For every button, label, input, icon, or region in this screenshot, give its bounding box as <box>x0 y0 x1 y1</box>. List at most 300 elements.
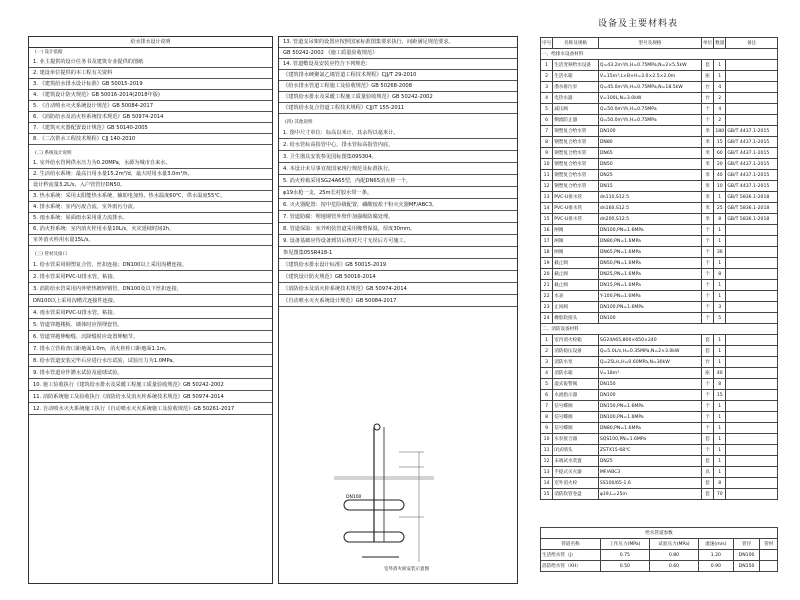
table-cell: SS100/65-1.6 <box>598 478 701 489</box>
spec-line: 10. 施工验收执行《建筑给水排水及采暖工程施工质量验收规范》GB 50242-2002 <box>29 379 272 391</box>
table-cell: 试验压力(MPa) <box>649 539 698 550</box>
table-cell: 个 <box>701 291 713 302</box>
table-cell <box>726 280 778 291</box>
table-row <box>541 115 778 126</box>
spec-line: 《建筑设计防火规范》GB 50016-2014 <box>279 271 517 283</box>
table-cell: V=100L,N=3.0kW <box>598 93 701 104</box>
table-cell: DN15,PN=1.6MPa <box>598 280 701 291</box>
table-cell: 个 <box>701 445 713 456</box>
table-cell <box>726 269 778 280</box>
table-cell: 8 <box>714 379 726 390</box>
table-cell: φ19,L=25m <box>598 489 701 500</box>
table-cell: 5 <box>541 379 553 390</box>
table-cell: Y-100,PN=1.6MPa <box>598 291 701 302</box>
spec-line: 1. 室外给水管网供水压力为0.20MPa，水源为城市自来水。 <box>29 158 272 169</box>
table-cell: 个 <box>701 115 713 126</box>
table-cell: DN100,PN=1.6MPa <box>598 412 701 423</box>
spec-line: 11. 消防系统施工及验收执行《消防给水及消火栓系统技术规范》GB 50974-2014 <box>29 391 272 403</box>
spec-line: 6. 管道穿越伸缩缝、沉降缝时应设置伸缩节。 <box>29 331 272 343</box>
table-cell: 4 <box>541 93 553 104</box>
table-cell: 11 <box>541 170 553 181</box>
table-row <box>541 269 778 280</box>
table-cell: 二、消防设备材料 <box>541 324 778 335</box>
table-cell: 7 <box>541 401 553 412</box>
table-cell: 湿式报警阀 <box>553 379 599 390</box>
table-cell: 个 <box>701 247 713 258</box>
table-cell: 1 <box>714 401 726 412</box>
table-cell: 20 <box>714 159 726 170</box>
spec-line: 3. 卫生器具安装参见国标图集09S304。 <box>279 151 517 163</box>
spec-line: 6. 灭火器配置：按中危险级配置，磷酸铵盐干粉灭火器MF/ABC3。 <box>279 199 517 211</box>
table-cell: 1 <box>714 236 726 247</box>
table-cell: 截止阀 <box>553 269 599 280</box>
table-group-row <box>541 324 778 335</box>
spec-line: 3. 热水系统：采用太阳能热水系统，辅助电加热，热水温度60℃，供水温度55℃。 <box>29 191 272 202</box>
table-row <box>541 258 778 269</box>
table-cell: 潜水排污泵 <box>553 82 599 93</box>
table-cell <box>726 379 778 390</box>
table-row <box>541 225 778 236</box>
table-cell: 管材 <box>760 539 778 550</box>
table-cell: 流速(m/s) <box>699 539 734 550</box>
table-cell: 4 <box>714 82 726 93</box>
table-cell: DN150 <box>733 561 760 572</box>
table-cell: 15 <box>541 489 553 500</box>
table-cell: 40 <box>714 368 726 379</box>
spec-line: 7. 《建筑灭火器配置设计规范》GB 50140-2005 <box>29 123 272 134</box>
table-cell <box>726 357 778 368</box>
table-cell: 室内消火栓箱 <box>553 335 599 346</box>
table-cell: 8 <box>714 478 726 489</box>
table-cell: 1 <box>714 456 726 467</box>
table-cell: 型号及规格 <box>598 38 701 49</box>
table-cell: 水表 <box>553 291 599 302</box>
table-row <box>541 192 778 203</box>
table-cell: 钢塑复合给水管 <box>553 159 599 170</box>
mid-panel <box>278 36 518 584</box>
table-cell: DN100 <box>598 313 701 324</box>
table-cell <box>726 412 778 423</box>
table-cell: MF/ABC3 <box>598 467 701 478</box>
table-cell: 套 <box>701 489 713 500</box>
spec-line: 6. 《消防给水及消火栓系统技术规范》GB 50974-2014 <box>29 112 272 123</box>
table-cell <box>760 550 778 561</box>
table-cell: 个 <box>701 225 713 236</box>
table-cell: dn160,S12.5 <box>598 203 701 214</box>
table-row <box>541 159 778 170</box>
table-cell: 手提式灭火器 <box>553 467 599 478</box>
table-cell: Q=43.2m³/h,H=0.75MPa,N=2×5.5kW <box>598 60 701 71</box>
table-cell: 0.75 <box>600 550 649 561</box>
table-cell: ZSTX15-68℃ <box>598 445 701 456</box>
table-cell: GB/T 5836.1-2018 <box>726 214 778 225</box>
table-cell: 2 <box>714 115 726 126</box>
table-cell: 米 <box>701 170 713 181</box>
param-row <box>541 561 778 572</box>
spec-line: 《建筑给水排水及采暖工程施工质量验收规范》GB 50242-2002 <box>279 92 517 103</box>
table-row <box>541 489 778 500</box>
table-cell: 1 <box>541 60 553 71</box>
table-cell <box>726 71 778 82</box>
spec-line: 12. 自动喷水灭火系统施工执行《自动喷水灭火系统施工及验收规范》GB 50261-2017 <box>29 403 272 415</box>
table-cell: DN25 <box>598 456 701 467</box>
table-row <box>541 412 778 423</box>
table-cell: PVC-U排水管 <box>553 192 599 203</box>
table-row <box>541 93 778 104</box>
table-cell: 个 <box>701 390 713 401</box>
spec-line: 4. 本设计未尽事宜按国家现行规范及标准执行。 <box>279 163 517 175</box>
table-cell: DN25,PN=1.6MPa <box>598 269 701 280</box>
table-cell: 消防软管卷盘 <box>553 489 599 500</box>
table-row <box>541 445 778 456</box>
table-cell: V=15m³,L×B×H=3.0×2.5×2.0m <box>598 71 701 82</box>
spec-line: 2. 排水管采用PVC-U排水管，粘接。 <box>29 271 272 283</box>
table-cell: 工作压力(MPa) <box>600 539 649 550</box>
table-cell: 12 <box>541 181 553 192</box>
table-cell: 消防稳压设备 <box>553 346 599 357</box>
table-cell: 1 <box>714 335 726 346</box>
table-cell: 8 <box>714 269 726 280</box>
section-heading: (一) 设计依据 <box>35 50 63 55</box>
table-cell: 水泵接合器 <box>553 434 599 445</box>
table-cell: 套 <box>701 335 713 346</box>
table-cell <box>726 302 778 313</box>
table-cell: 个 <box>701 258 713 269</box>
spec-line: 5. 《自动喷水灭火系统设计规范》GB 50084-2017 <box>29 101 272 112</box>
table-cell: 个 <box>701 280 713 291</box>
spec-line: 14. 管道敷设及安装应符合下列规范： <box>279 59 517 70</box>
table-cell: 个 <box>701 302 713 313</box>
table-cell <box>726 467 778 478</box>
table-cell: 个 <box>701 236 713 247</box>
table-cell: 40 <box>714 170 726 181</box>
table-cell: 电热水器 <box>553 93 599 104</box>
table-row <box>541 280 778 291</box>
table-cell: 2 <box>541 71 553 82</box>
table-cell: SG24A65,800×650×240 <box>598 335 701 346</box>
spec-line: 设计秒流量3.2L/s，入户管管径DN50。 <box>29 180 272 191</box>
table-cell: 8 <box>541 137 553 148</box>
table-cell: 3 <box>714 302 726 313</box>
table-cell: 17 <box>541 236 553 247</box>
table-cell: dn200,S12.5 <box>598 214 701 225</box>
table-row <box>541 126 778 137</box>
table-cell: 13 <box>541 192 553 203</box>
table-cell: 备注 <box>726 38 778 49</box>
spec-line: 1. 图中尺寸单位：标高以米计，其余均以毫米计。 <box>279 127 517 139</box>
table-header-row <box>541 38 778 49</box>
table-cell: 台 <box>701 357 713 368</box>
table-cell: 个 <box>701 412 713 423</box>
spec-line: 4. 雨水管采用PVC-U排水管，粘接。 <box>29 307 272 319</box>
table-cell <box>726 313 778 324</box>
table-cell: DN100,PN=1.6MPa <box>598 302 701 313</box>
table-cell: 1 <box>714 467 726 478</box>
table-cell: 生活变频给水设备 <box>553 60 599 71</box>
table-cell: 止回阀 <box>553 302 599 313</box>
table-cell: PVC-U排水管 <box>553 203 599 214</box>
table-cell: 截止阀 <box>553 258 599 269</box>
spec-line: 《建筑给水复合管道工程技术规程》CJJ/T 155-2011 <box>279 103 517 114</box>
table-cell: 16 <box>541 225 553 236</box>
table-cell: 3 <box>541 82 553 93</box>
param-title-row <box>541 528 778 539</box>
table-cell <box>726 423 778 434</box>
section-heading: (三) 管材及接口 <box>35 252 67 257</box>
param-row <box>541 550 778 561</box>
spec-line: 参见图集05SR418-1 <box>279 247 517 259</box>
table-row <box>541 467 778 478</box>
table-cell: 3 <box>541 357 553 368</box>
spec-line: 9. 排水管道应作灌水试验及通球试验。 <box>29 367 272 379</box>
table-row <box>541 236 778 247</box>
table-cell: Q=45.0m³/h,H=0.75MPa,N=18.5kW <box>598 82 701 93</box>
table-cell: dn110,S12.5 <box>598 192 701 203</box>
table-cell: DN80,PN=1.6MPa <box>598 423 701 434</box>
table-row <box>541 357 778 368</box>
table-cell: 4 <box>714 104 726 115</box>
table-cell: 4 <box>541 368 553 379</box>
table-row <box>541 291 778 302</box>
table-cell: 6 <box>541 115 553 126</box>
table-row <box>541 82 778 93</box>
section-heading: (二) 系统设计说明 <box>35 151 72 156</box>
spec-line: 4. 《建筑设计防火规范》GB 50016-2014(2018年版) <box>29 90 272 101</box>
table-cell: 0.80 <box>649 550 698 561</box>
table-cell: 米 <box>701 126 713 137</box>
table-row <box>541 379 778 390</box>
spec-line: 4. 排水系统：室内污废合流，室外雨污分流。 <box>29 202 272 213</box>
table-cell: 台 <box>701 82 713 93</box>
table-cell <box>726 456 778 467</box>
table-cell: 10 <box>541 159 553 170</box>
table-cell: 生活给水管（J） <box>541 550 601 561</box>
spec-line: 3. 《建筑给水排水设计标准》GB 50015-2019 <box>29 79 272 90</box>
table-cell: GB/T 5836.1-2018 <box>726 203 778 214</box>
table-cell <box>726 258 778 269</box>
table-cell: 5 <box>714 313 726 324</box>
table-cell: 13 <box>541 467 553 478</box>
table-cell: 70 <box>714 489 726 500</box>
table-row <box>541 148 778 159</box>
spec-line: 《建筑排水硬聚氯乙烯管道工程技术规程》CJJ/T 29-2010 <box>279 70 517 81</box>
table-cell: 管道名称 <box>541 539 601 550</box>
table-cell: 1 <box>541 335 553 346</box>
table-cell: 一、给排水设备材料 <box>541 49 778 60</box>
table-cell: 闸阀 <box>553 247 599 258</box>
table-cell: DN15 <box>598 181 701 192</box>
table-cell: 套 <box>701 60 713 71</box>
material-table-title: 设备及主要材料表 <box>598 19 679 29</box>
table-cell <box>726 434 778 445</box>
left-items-2 <box>29 158 272 246</box>
table-cell: 36 <box>714 247 726 258</box>
table-cell: 8 <box>541 412 553 423</box>
table-cell: 米 <box>701 203 713 214</box>
table-cell <box>726 489 778 500</box>
table-cell: 室外消火栓 <box>553 478 599 489</box>
table-row <box>541 401 778 412</box>
table-cell: 座 <box>701 71 713 82</box>
table-cell: 2 <box>541 346 553 357</box>
table-cell: 2 <box>714 93 726 104</box>
table-row <box>541 60 778 71</box>
table-cell: 0.60 <box>649 561 698 572</box>
spec-line: 7. 管道防腐：埋地钢管外壁作加强级防腐处理。 <box>279 211 517 223</box>
table-cell: GB/T 4437.1-2015 <box>726 148 778 159</box>
table-cell: SQS100,PN=1.6MPa <box>598 434 701 445</box>
spec-line: 《消防给水及消火栓系统技术规范》GB 50974-2014 <box>279 283 517 295</box>
drawing-caption: 室外消火栓安装示意图 <box>384 567 429 572</box>
table-cell <box>726 445 778 456</box>
table-cell: DN50 <box>598 159 701 170</box>
mid-items-2 <box>279 127 517 307</box>
table-cell: 钢塑复合给水管 <box>553 170 599 181</box>
spec-line: 《给水排水管道工程施工及验收规范》GB 50268-2008 <box>279 81 517 92</box>
spec-line: 5. 消火栓箱采用SG24A65型，内配DN65消火栓一个， <box>279 175 517 187</box>
table-cell <box>726 247 778 258</box>
table-cell: 15 <box>714 137 726 148</box>
table-row <box>541 313 778 324</box>
table-cell: 25 <box>714 203 726 214</box>
table-cell: 个 <box>701 379 713 390</box>
table-cell: DN100 <box>733 550 760 561</box>
table-cell: DN50,PN=1.6MPa <box>598 258 701 269</box>
pipe-label: DN100 <box>346 495 362 500</box>
spec-line: GB 50242-2002 《施工质量验收规范》 <box>279 48 517 59</box>
table-cell: V=18m³ <box>598 368 701 379</box>
table-cell: 米 <box>701 192 713 203</box>
pipe-parameter-table <box>540 527 778 572</box>
table-cell: 米 <box>701 159 713 170</box>
table-cell: 1 <box>714 346 726 357</box>
table-cell: DN100,PN=1.6MPa <box>598 225 701 236</box>
table-cell: 180 <box>714 126 726 137</box>
table-row <box>541 390 778 401</box>
table-cell: 闸阀 <box>553 225 599 236</box>
table-cell: 截止阀 <box>553 280 599 291</box>
table-row <box>541 203 778 214</box>
table-row <box>541 335 778 346</box>
table-cell: 1 <box>714 357 726 368</box>
table-cell: 1 <box>714 291 726 302</box>
table-cell: 个 <box>701 104 713 115</box>
table-cell: 钢塑复合给水管 <box>553 126 599 137</box>
table-cell <box>726 236 778 247</box>
table-cell: 生活水箱 <box>553 71 599 82</box>
table-cell: 给水管道参数 <box>541 528 778 539</box>
table-cell: 套 <box>701 346 713 357</box>
table-row <box>541 181 778 192</box>
table-cell: 15 <box>714 390 726 401</box>
table-cell: 水流指示器 <box>553 390 599 401</box>
table-cell: 套 <box>701 478 713 489</box>
table-cell <box>726 401 778 412</box>
table-cell: 15 <box>541 214 553 225</box>
spec-line: 《建筑给水排水设计标准》GB 50015-2019 <box>279 259 517 271</box>
table-cell <box>726 93 778 104</box>
spec-line: 7. 排水立管检查口距地面1.0m，消火栓栓口距地面1.1m。 <box>29 343 272 355</box>
table-cell: 名称及规格 <box>553 38 599 49</box>
table-cell: 1 <box>714 412 726 423</box>
table-row <box>541 137 778 148</box>
spec-line: 8. 管道保温：室外明装管道采用橡塑保温，厚度30mm。 <box>279 223 517 235</box>
table-cell: 个 <box>701 401 713 412</box>
table-cell: 60 <box>714 148 726 159</box>
table-cell: 信号蝶阀 <box>553 412 599 423</box>
table-cell: 10 <box>714 181 726 192</box>
table-cell: 7 <box>541 126 553 137</box>
spec-line: 8. 给水管道安装完毕后应进行水压试验，试验压力为1.0MPa。 <box>29 355 272 367</box>
table-cell: 消防水箱 <box>553 368 599 379</box>
table-cell: 座 <box>701 368 713 379</box>
spec-line: 3. 消防给水管采用内外壁热镀锌钢管，DN100及以下丝扣连接， <box>29 283 272 295</box>
spec-line: 13. 管道支吊架的设置应按照国家标准图集要求执行，间距满足规范要求。 <box>279 37 517 48</box>
table-cell: 1.20 <box>699 550 734 561</box>
table-cell: 11 <box>541 445 553 456</box>
table-cell <box>726 335 778 346</box>
table-cell: 20 <box>541 269 553 280</box>
table-cell: 21 <box>541 280 553 291</box>
table-cell: 1 <box>714 423 726 434</box>
table-cell: 钢塑复合给水管 <box>553 137 599 148</box>
table-row <box>541 170 778 181</box>
table-cell: 信号蝶阀 <box>553 401 599 412</box>
table-cell: 闸阀 <box>553 236 599 247</box>
table-cell: 单位 <box>701 38 713 49</box>
table-cell: 个 <box>701 423 713 434</box>
table-cell: 1 <box>714 192 726 203</box>
table-cell <box>760 561 778 572</box>
table-row <box>541 456 778 467</box>
material-table <box>540 37 778 500</box>
table-cell: 消防给水管（XH） <box>541 561 601 572</box>
table-row <box>541 71 778 82</box>
table-cell: 0.90 <box>699 561 734 572</box>
table-cell: 6 <box>541 390 553 401</box>
table-cell: Q=50.0m³/h,H=0.75MPa <box>598 115 701 126</box>
table-cell: 米 <box>701 214 713 225</box>
table-group-row <box>541 49 778 60</box>
table-cell: 22 <box>541 291 553 302</box>
spec-line: 8. 《二次供水工程技术规程》CJJ 140-2010 <box>29 134 272 145</box>
table-cell: 23 <box>541 302 553 313</box>
table-row <box>541 434 778 445</box>
left-panel-title: 给水排水设计说明 <box>29 37 272 48</box>
table-cell <box>726 115 778 126</box>
spec-line: 1. 给水管采用钢塑复合管，丝扣连接；DN100以上采用沟槽连接。 <box>29 259 272 271</box>
table-cell: 台 <box>701 93 713 104</box>
table-cell: DN100 <box>598 390 701 401</box>
spec-line: 5. 雨水系统：屋面雨水采用重力流排水。 <box>29 213 272 224</box>
table-row <box>541 423 778 434</box>
spec-line: 2. 建设单位提供的本工程有关资料 <box>29 68 272 79</box>
table-cell: 14 <box>541 203 553 214</box>
table-cell: 末端试水装置 <box>553 456 599 467</box>
table-cell <box>726 478 778 489</box>
spec-line: DN100以上采用沟槽式连接件连接。 <box>29 295 272 307</box>
table-cell: 信号蝶阀 <box>553 423 599 434</box>
table-cell: 24 <box>541 313 553 324</box>
table-cell: 个 <box>701 313 713 324</box>
table-cell: 倒流防止器 <box>553 115 599 126</box>
table-cell: 减压阀 <box>553 104 599 115</box>
table-cell: 5 <box>541 104 553 115</box>
table-cell: 数量 <box>714 38 726 49</box>
table-cell: PVC-U排水管 <box>553 214 599 225</box>
table-row <box>541 302 778 313</box>
table-cell: 14 <box>541 478 553 489</box>
